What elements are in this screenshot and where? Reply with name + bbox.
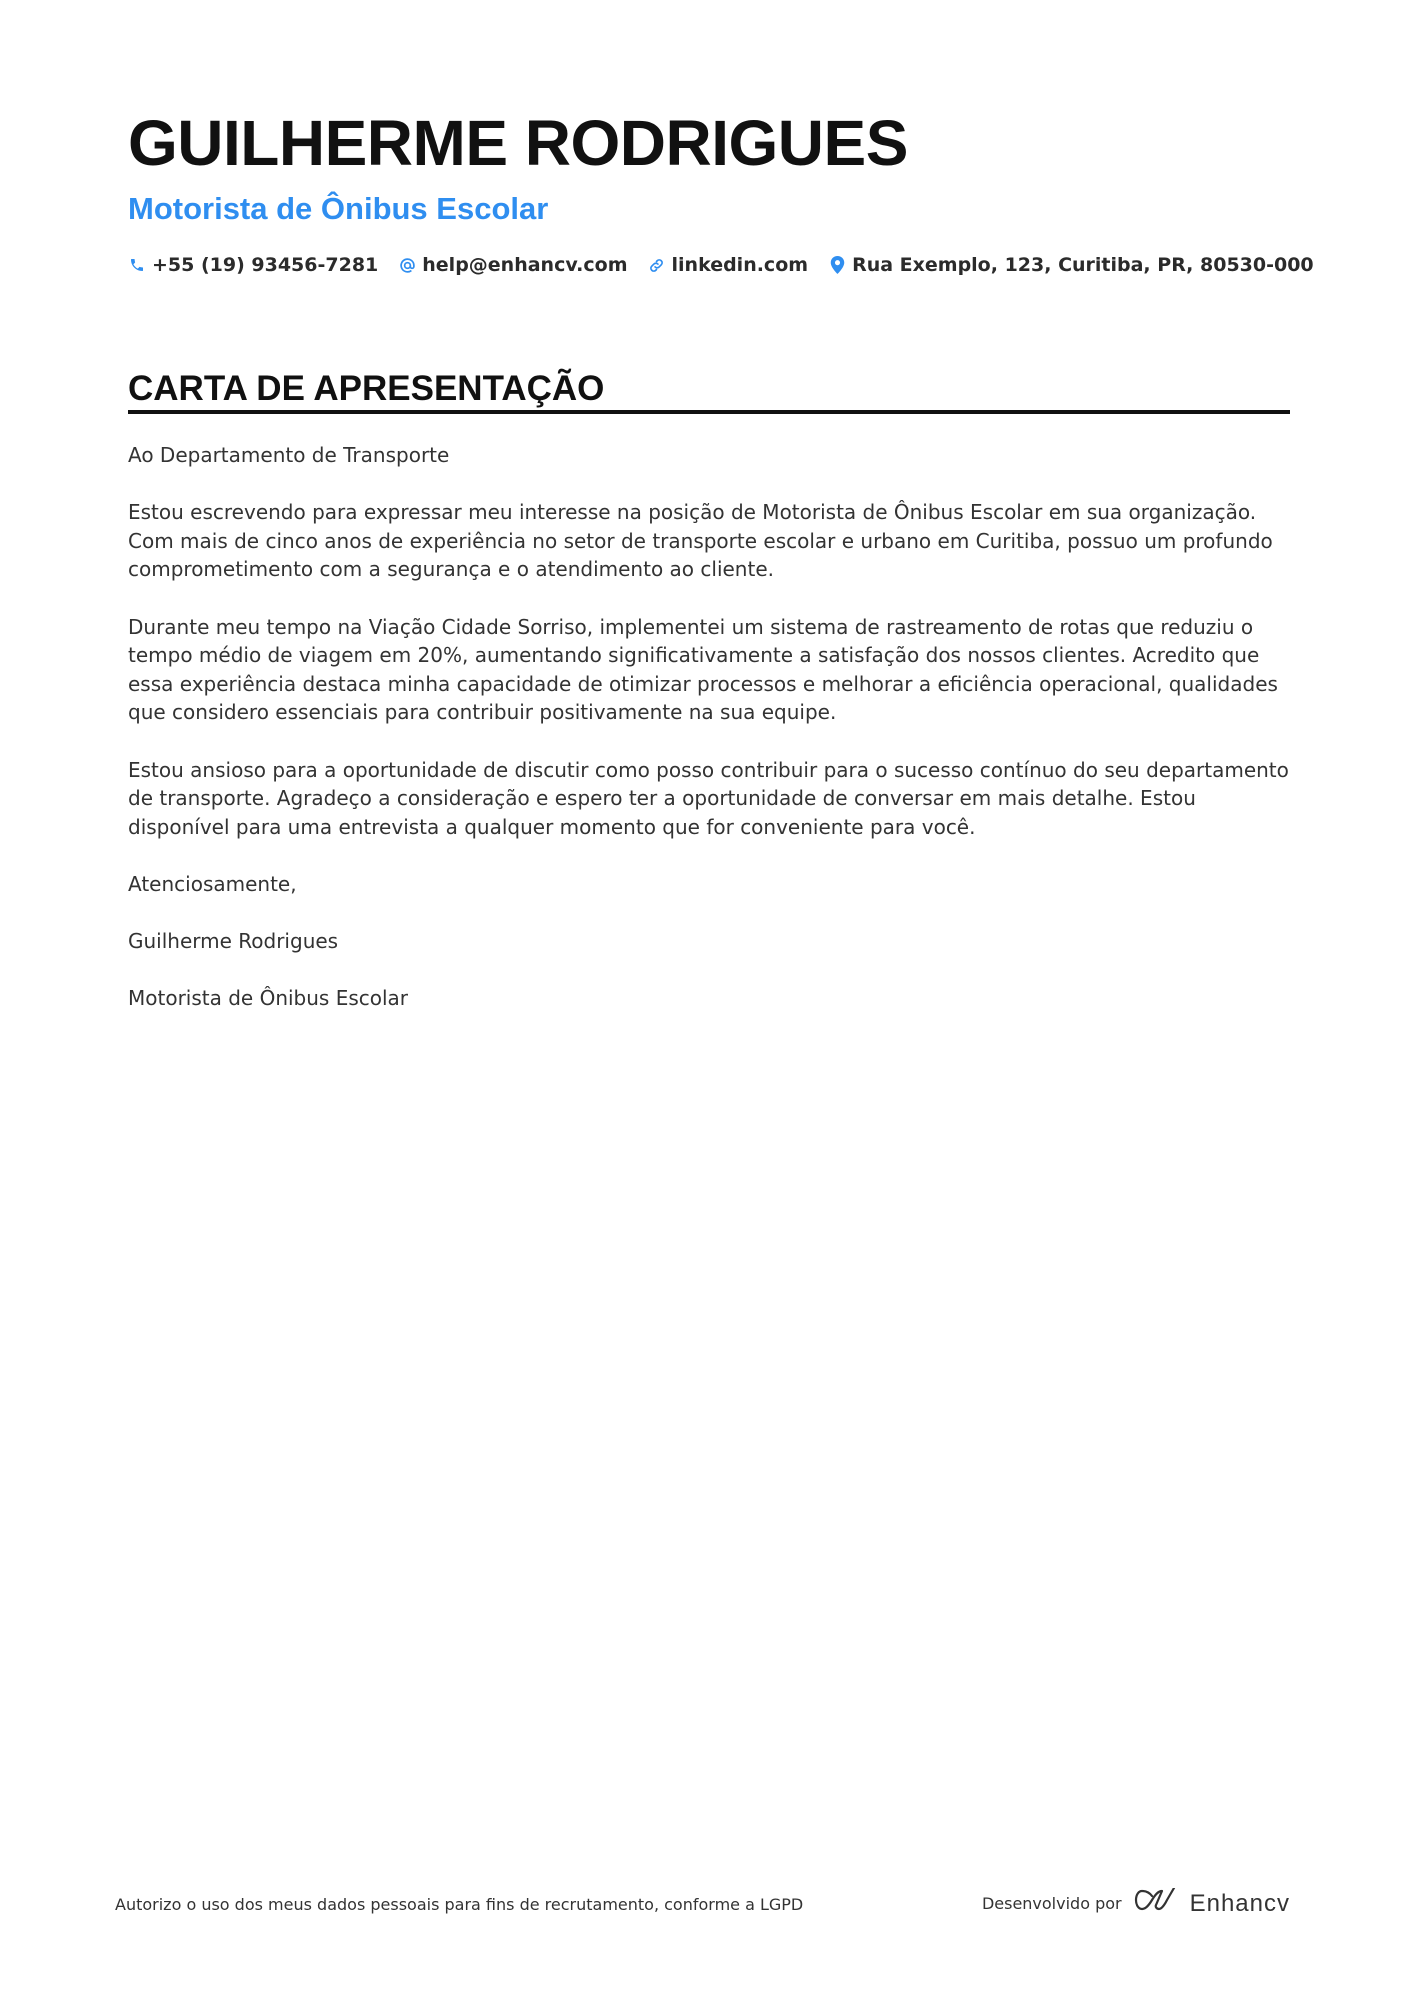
contact-linkedin[interactable] <box>648 254 809 276</box>
link-icon <box>648 256 666 274</box>
brand-logo[interactable] <box>1134 1888 1290 1919</box>
footer-consent-text: Autorizo o uso dos meus dados pessoais para fins de recrutamento, conforme a LGPD <box>115 1895 804 1914</box>
brand-name: Enhancv <box>1189 1889 1290 1917</box>
location-pin-icon <box>828 256 846 274</box>
letter-body <box>128 441 1290 1041</box>
at-icon <box>398 256 416 274</box>
contact-email[interactable] <box>398 254 627 276</box>
candidate-role: Motorista de Ônibus Escolar <box>128 191 549 226</box>
contact-phone[interactable] <box>128 254 378 276</box>
phone-icon <box>128 256 146 274</box>
powered-by-label: Desenvolvido por <box>981 1894 1122 1913</box>
candidate-name: GUILHERME RODRIGUES <box>128 107 908 179</box>
contact-phone-text: +55 (19) 93456-7281 <box>152 254 379 276</box>
letter-signature-title: Motorista de Ônibus Escolar <box>128 986 409 1011</box>
letter-paragraph: Durante meu tempo na Viação Cidade Sorriso, implementei um sistema de rastreamento de rotas que reduziu o tempo médio de viagem em 20%, aumentando significativamente a satisfação dos nossos clientes. Acredito que essa experiência destaca minha capacidade de otimizar processos e melhorar a eficiência operacional, qualidades que considero essenciais para contribuir positivamente na sua equipe. <box>128 614 1278 725</box>
contact-address <box>828 254 1314 276</box>
letter-salutation: Ao Departamento de Transporte <box>128 443 450 467</box>
contact-email-text: help@enhancv.com <box>422 254 628 276</box>
letter-paragraph: Estou ansioso para a oportunidade de discutir como posso contribuir para o sucesso contínuo do seu departamento de transporte. Agradeço a consideração e espero ter a oportunidade de conversar em mais detalhe. Estou disponível para uma entrevista a qualquer momento que for conveniente para você. <box>128 757 1289 839</box>
letter-closing: Atenciosamente, <box>128 871 297 896</box>
footer-brand[interactable] <box>982 1888 1290 1919</box>
enhancv-logo-icon <box>1134 1888 1180 1919</box>
section-title: CARTA DE APRESENTAÇÃO <box>128 369 605 408</box>
letter-paragraph: Estou escrevendo para expressar meu interesse na posição de Motorista de Ônibus Escolar em sua organização. Com mais de cinco anos de experiência no setor de transporte escolar e urbano em Curitiba, possuo um profundo comprometimento com a segurança e o atendimento ao cliente. <box>128 500 1273 582</box>
contact-bar <box>128 254 1314 276</box>
letter-signature-name: Guilherme Rodrigues <box>128 929 339 954</box>
contact-linkedin-text: linkedin.com <box>671 254 809 276</box>
contact-address-text: Rua Exemplo, 123, Curitiba, PR, 80530-000 <box>852 254 1314 276</box>
section-divider <box>128 410 1290 414</box>
